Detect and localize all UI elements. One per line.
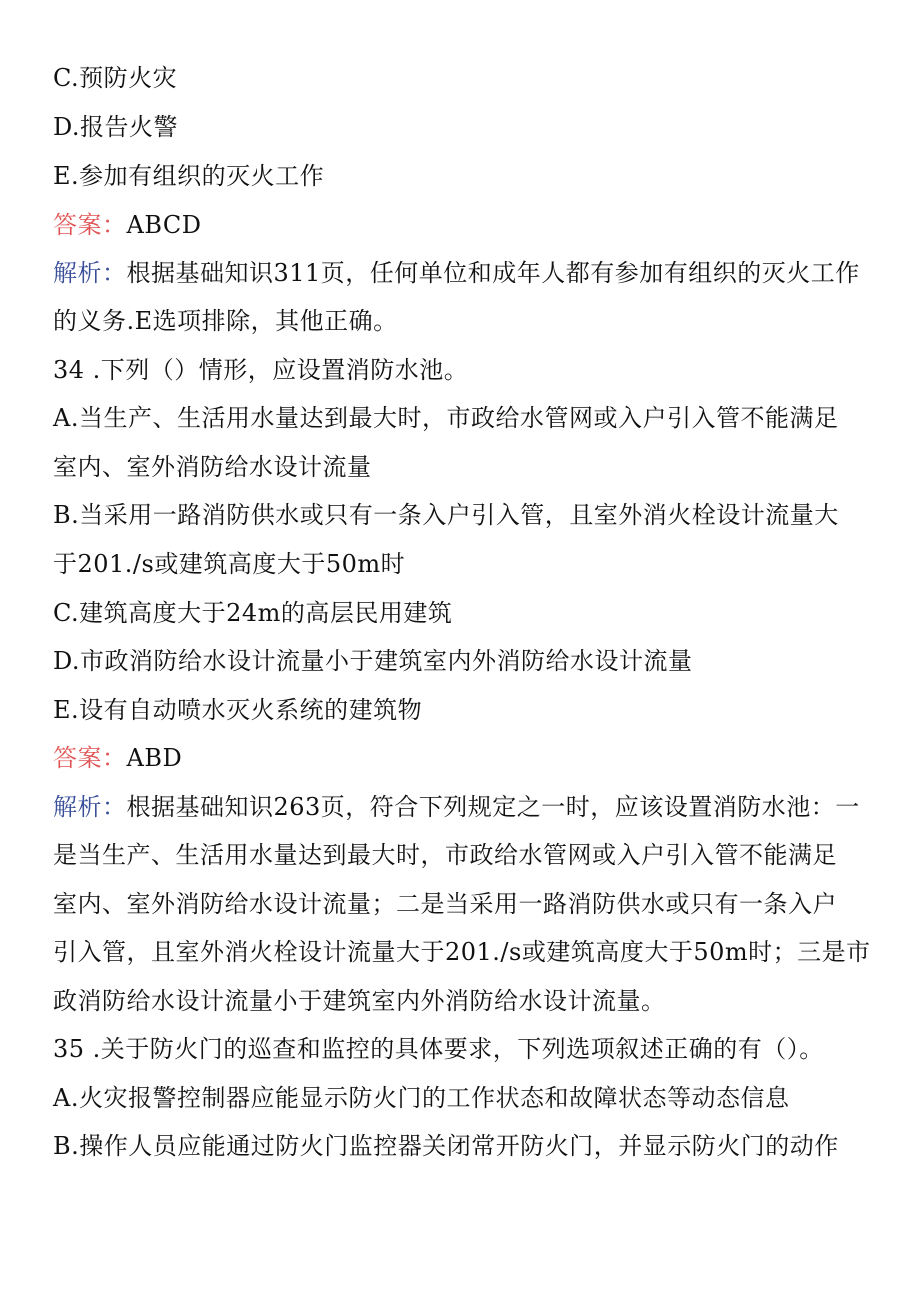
q33-option-d: D.报告火警	[53, 113, 179, 141]
q34-option-d: D.市政消防给水设计流量小于建筑室内外消防给水设计流量	[53, 647, 693, 675]
q33-option-e: E.参加有组织的灭火工作	[53, 162, 325, 190]
q34-analysis-line-1	[53, 787, 873, 827]
q34-option-a-line-1: A.当生产、生活用水量达到最大时，市政给水管网或入户引入管不能满足	[53, 404, 839, 432]
answer-label: 答案：	[53, 211, 127, 239]
q34-analysis-line-5: 政消防给水设计流量小于建筑室内外消防给水设计流量。	[53, 987, 666, 1015]
q34-analysis-line-4: 引入管，且室外消火栓设计流量大于201./s或建筑高度大于50m时；三是市	[53, 938, 871, 966]
q34-option-b-line-2: 于201./s或建筑高度大于50m时	[53, 550, 406, 578]
q33-answer	[53, 205, 873, 245]
q34-option-c: C.建筑高度大于24m的高层民用建筑	[53, 599, 453, 627]
analysis-text: 根据基础知识263页，符合下列规定之一时，应该设置消防水池：一	[126, 793, 860, 821]
q35-option-a: A.火灾报警控制器应能显示防火门的工作状态和故障状态等动态信息	[53, 1084, 790, 1112]
q34-answer	[53, 738, 873, 778]
answer-value: ABD	[126, 744, 183, 772]
q34-option-b-line-1: B.当采用一路消防供水或只有一条入户引入管，且室外消火栓设计流量大	[53, 501, 839, 529]
q34-option-a-line-2: 室内、室外消防给水设计流量	[53, 453, 372, 481]
analysis-label: 解析：	[53, 259, 127, 287]
answer-label: 答案：	[53, 744, 127, 772]
q34-option-e: E.设有自动喷水灭火系统的建筑物	[53, 696, 423, 724]
q33-option-c: C.预防火灾	[53, 64, 178, 92]
q35-stem: 35 .关于防火门的巡查和监控的具体要求，下列选项叙述正确的有（）。	[53, 1035, 824, 1063]
q34-analysis-line-3: 室内、室外消防给水设计流量；二是当采用一路消防供水或只有一条入户	[53, 890, 837, 918]
analysis-text: 根据基础知识311页，任何单位和成年人都有参加有组织的灭火工作	[126, 259, 860, 287]
q33-analysis-line-2: 的义务.E选项排除，其他正确。	[53, 307, 398, 335]
q34-stem: 34 .下列（）情形，应设置消防水池。	[53, 356, 469, 384]
q35-option-b: B.操作人员应能通过防火门监控器关闭常开防火门，并显示防火门的动作	[53, 1132, 839, 1160]
q33-analysis-line-1	[53, 253, 873, 293]
analysis-label: 解析：	[53, 793, 127, 821]
answer-value: ABCD	[126, 211, 202, 239]
q34-analysis-line-2: 是当生产、生活用水量达到最大时，市政给水管网或入户引入管不能满足	[53, 841, 837, 869]
